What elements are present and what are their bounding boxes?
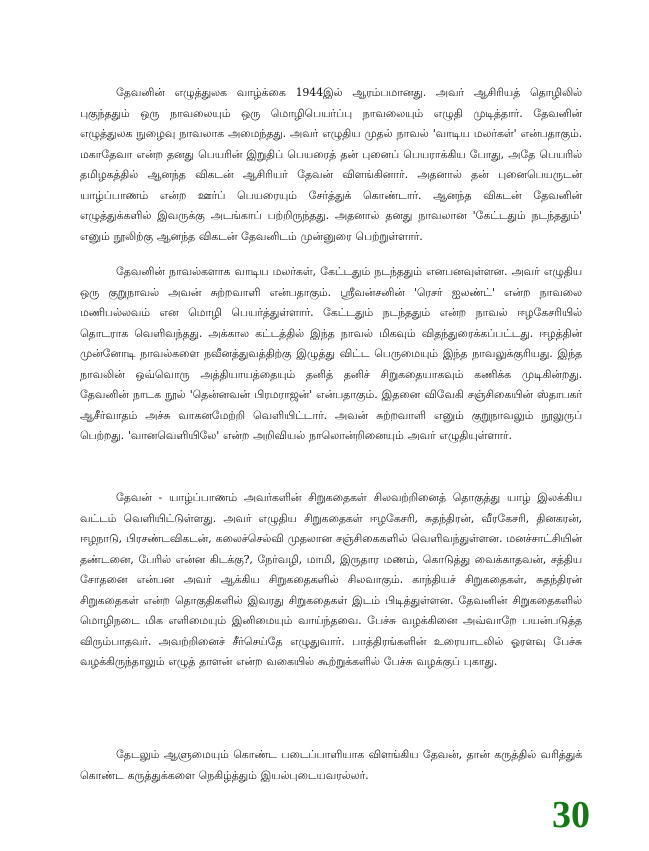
page-number: 30 [552,794,590,836]
body-paragraph: தேவனின் நாவல்களாக வாடிய மலர்கள், கேட்டதும் நடந்ததும் எனபனவுள்ளன. அவர் எழுதிய ஒரு குறுநாவல் அவன் சுற்றவாளி என்பதாகும். ஸ்ரீவன்சனின் 'ரெசர் ஐலண்ட்' என்ற நாவலை மணிபல்லவம் என மொழி பெயர்த்துள்ளார். கேட்டதும் நடந்ததும் என்ற நாவல் ஈழகேசரியில் தொடராக வெளிவந்தது. அக்கால கட்டத்தில் இந்த நாவல் மிகவும் விதந்துரைக்கப்பட்டது. ஈழத்தின் முன்னோடி நாவல்களை நவீனத்துவத்திற்கு இழுத்து விட்ட பெருமையும் இந்த நாவலுக்குரியது. இந்த நாவலின் ஒவ்வொரு அத்தியாயத்தையும் தனித் தனிச் சிறுகதையாகவும் கணிக்க முடிகின்றது. தேவனின் நாடக நூல் 'தென்னவன் பிரமராஜன்' என்பதாகும். இதனை விவேகி சஞ்சிகையின் ஸ்தாபகர் ஆசீர்வாதம் அச்சு வாகனமேற்றி வெளியிட்டார். அவன் சுற்றவாளி எனும் குறுநாவலும் நூலுருப் பெற்றது. 'வானவெளியிலே' என்ற அறிவியல் நாலொன்றினையும் அவர் எழுதியுள்ளார். [80,265,582,442]
body-paragraph: தேடலும் ஆளுமையும் கொண்ட படைப்பாளியாக விளங்கிய தேவன், தான் கருத்தில் வரித்துக் கொண்ட கருத்துக்களை நெகிழ்த்தும் இயல்புடையவரல்லர். [80,748,582,782]
body-paragraph: தேவனின் எழுத்துலக வாழ்க்கை 1944இல் ஆரம்பமானது. அவர் ஆசிரியத் தொழிலில் புகுந்ததும் ஒரு நாவலையும் ஒரு மொழிபெயர்ப்பு நாவலையும் எழுதி முடித்தார். தேவனின் எழுத்துலக நுழைவு நாவலாக அமைந்தது. அவர் எழுதிய முதல் நாவல் 'வாடிய மலர்கள்' என்பதாகும். மகாதேவா என்ற தனது பெயரின் இறுதிப் பெயரைத் தன் புனைப் பெயராக்கிய போது, அதே பெயரில் தமிழகத்தில் ஆனந்த விகடன் ஆசிரியர் தேவன் விளங்கினார். அதனால் தன் புனைபெயருடன் யாழ்ப்பாணம் என்ற ஊர்ப் பெயரையும் சேர்த்துக் கொண்டார். ஆனந்த விகடன் தேவனின் எழுத்துக்களில் இவருக்கு அடங்காப் பற்றிருந்தது. அதனால் தனது நாவலான 'கேட்டதும் நடந்ததும்' எனும் நூலிற்கு ஆனந்த விகடன் தேவனிடம் முன்னுரை பெற்றுள்ளார். [80,86,582,243]
body-paragraph: தேவன் - யாழ்ப்பாணம் அவர்களின் சிறுகதைகள் சிலவற்றினைத் தொகுத்து யாழ் இலக்கிய வட்டம் வெளியிட்டுள்ளது. அவர் எழுதிய சிறுகதைகள் ஈழகேசரி, சுதந்திரன், வீரகேசரி, தினகரன், ஈழநாடு, பிரசண்டவிகடன், கலைச்செல்வி முதலான சஞ்சிகைகளில் வெளிவந்துள்ளன. மனச்சாட்சியின் தண்டனை, பேரில் என்ன கிடக்கு?, நேர்வழி, மாமி, இருதார மணம், கொடுத்து வைக்காதவன், சத்திய சோதனை என்பன அவர் ஆக்கிய சிறுகதைகளில் சிலவாகும். காந்தியச் சிறுகதைகள், சுதந்திரன் சிறுகதைகள் என்ற தொகுதிகளில் இவரது சிறுகதைகள் இடம் பிடித்துள்ளன. தேவனின் சிறுகதைகளில் மொழிநடை மிக எளிமையும் இனிமையும் வாய்ந்தவை. பேச்சு வழக்கினை அவ்வாறே பயன்படுத்த விரும்பாதவர். அவற்றினைச் சீர்செய்தே எழுதுவார். பாத்திரங்களின் உரையாடலில் ஓரளவு பேச்சு வழக்கிருந்தாலும் எழுத் தாளன் என்ற வகையில் கூற்றுக்களில் பேச்சு வழக்குப் புகாது. [80,491,582,668]
